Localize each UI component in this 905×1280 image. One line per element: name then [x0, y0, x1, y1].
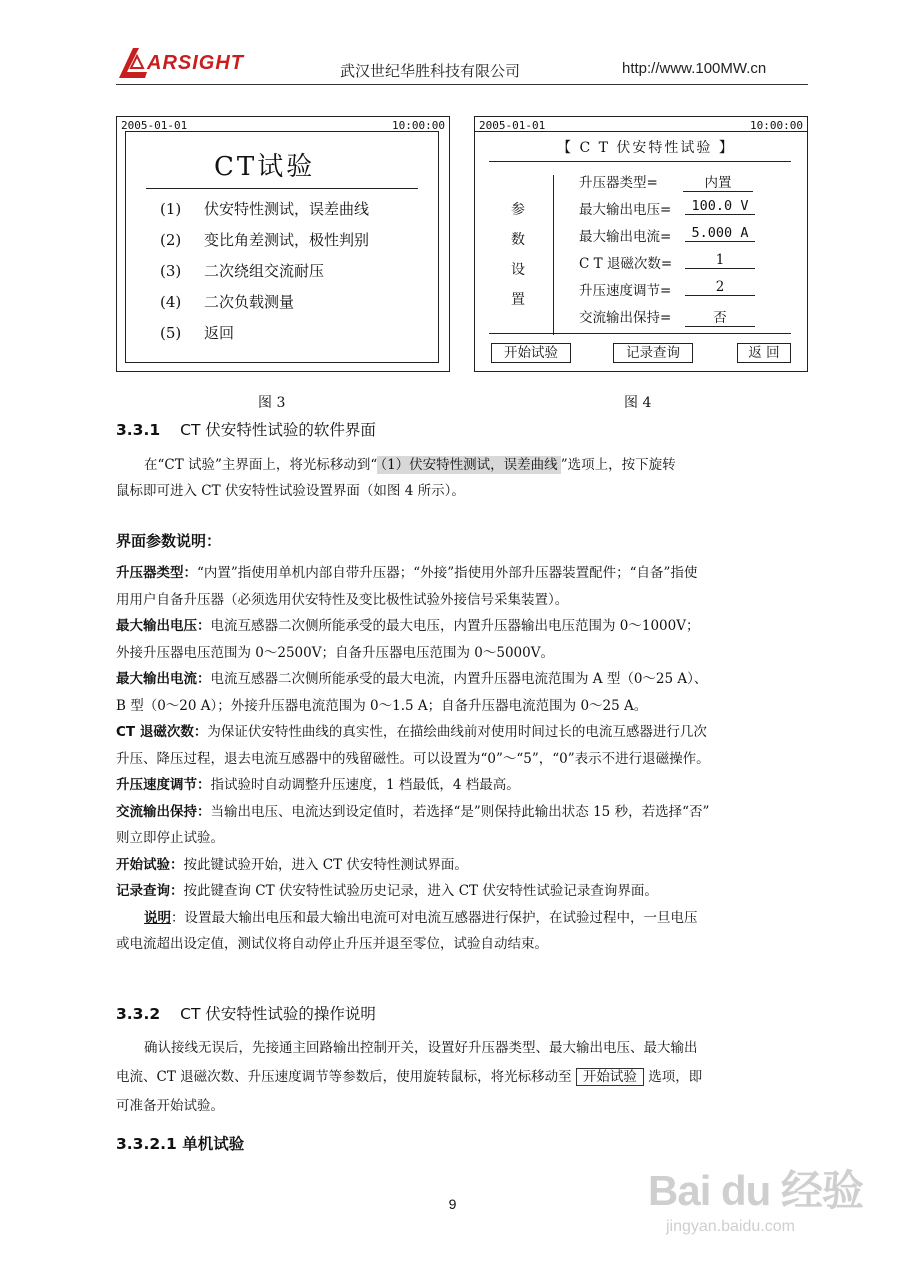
watermark-sub: jingyan.baidu.com — [666, 1218, 795, 1235]
logo-mark-icon — [117, 46, 151, 80]
figure4-side-label: 参 数 设 置 — [511, 202, 525, 308]
param-value-ac-hold[interactable]: 否 — [685, 306, 755, 327]
figure3-title: CT试验 — [214, 152, 316, 182]
param-label-boost-speed: 升压速度调节= — [579, 283, 672, 299]
figure4-title: 【 C T 伏安特性试验 】 — [557, 140, 735, 156]
logo-text: ARSIGHT — [147, 52, 244, 74]
param-desc-item: 最大输出电流：电流互感器二次侧所能承受的最大电流，内置升压器电流范围为 A 型（0～25 A）、 — [116, 671, 708, 687]
section-332-heading: 3.3.2 CT 伏安特性试验的操作说明 — [116, 1005, 376, 1023]
figure4-time: 10:00:00 — [750, 119, 803, 132]
param-value-demag-count[interactable]: 1 — [685, 252, 755, 269]
figure3-title-rule — [146, 188, 418, 189]
watermark-main: Bai du 经验 — [648, 1167, 864, 1214]
figure3-menu-item[interactable]: (1) 伏安特性测试，误差曲线 — [160, 200, 370, 218]
figure3-menu-item[interactable]: (5) 返回 — [160, 324, 235, 342]
back-button[interactable]: 返 回 — [737, 343, 791, 363]
figure4-top-rule — [475, 131, 807, 132]
param-value-booster-type[interactable]: 内置 — [683, 171, 753, 192]
note: 说明：设置最大输出电压和最大输出电流可对电流互感器进行保护，在试验过程中，一旦电压 — [144, 909, 698, 926]
params-heading: 界面参数说明： — [116, 532, 222, 550]
figure3-menu-item[interactable]: (4) 二次负载测量 — [160, 293, 295, 311]
header-rule — [116, 84, 808, 85]
param-value-max-current[interactable]: 5.000 A — [685, 225, 755, 242]
highlighted-menu-option: （1）伏安特性测试，误差曲线 — [377, 456, 560, 474]
param-label-demag-count: C T 退磁次数= — [579, 256, 673, 272]
section-3321-heading: 3.3.2.1 单机试验 — [116, 1135, 245, 1153]
figure3-date: 2005-01-01 — [121, 119, 188, 132]
section-331-intro: 在“CT 试验”主界面上，将光标移动到“ （1）伏安特性测试，误差曲线 ”选项上，按下旋转 鼠标即可进入 CT 伏安特性试验设置界面（如图 4 所示）。 — [116, 457, 676, 499]
figure4-caption: 图 4 — [624, 395, 652, 411]
param-label-ac-hold: 交流输出保持= — [579, 310, 672, 326]
param-label-booster-type: 升压器类型= — [579, 175, 658, 191]
figure3-panel — [125, 131, 439, 363]
param-label-max-current: 最大输出电流= — [579, 229, 672, 245]
param-label-max-voltage: 最大输出电压= — [579, 202, 672, 218]
section-331-heading: 3.3.1 CT 伏安特性试验的软件界面 — [116, 421, 376, 439]
figure3-menu-item[interactable]: (2) 变比角差测试，极性判别 — [160, 231, 370, 249]
records-query-button[interactable]: 记录查询 — [613, 343, 693, 363]
param-value-max-voltage[interactable]: 100.0 V — [685, 198, 755, 215]
figure3-time: 10:00:00 — [392, 119, 445, 132]
param-desc-item: CT 退磁次数：为保证伏安特性曲线的真实性，在描绘曲线前对使用时间过长的电流互感器进行几次 — [116, 724, 707, 740]
start-test-button[interactable]: 开始试验 — [491, 343, 571, 363]
figure4-side-divider — [553, 175, 554, 335]
figure3-screen — [116, 116, 450, 372]
figure4-date: 2005-01-01 — [479, 119, 546, 132]
figure3-menu-item[interactable]: (3) 二次绕组交流耐压 — [160, 262, 325, 280]
param-desc-item: 开始试验：按此键试验开始，进入 CT 伏安特性测试界面。 — [116, 856, 468, 873]
param-desc-item: 最大输出电压：电流互感器二次侧所能承受的最大电压，内置升压器输出电压范围为 0～1000V； — [116, 618, 700, 634]
section-332-body: 确认接线无误后，先接通主回路输出控制开关，设置好升压器类型、最大输出电压、最大输出 电流、CT 退磁次数、升压速度调节等参数后，使用旋转鼠标，将光标移动至 开始试验 选项，即 可准备开始试验。 — [116, 1040, 703, 1114]
param-desc-item: 记录查询：按此键查询 CT 伏安特性试验历史记录，进入 CT 伏安特性试验记录查询界面。 — [116, 883, 658, 899]
watermark — [648, 1158, 863, 1236]
figure4-bottom-rule — [489, 333, 791, 334]
figure3-caption: 图 3 — [258, 395, 286, 411]
param-value-boost-speed[interactable]: 2 — [685, 279, 755, 296]
param-desc-item: 升压速度调节：指试验时自动调整升压速度，1 档最低，4 档最高。 — [116, 777, 520, 793]
params-list: 升压器类型：“内置”指使用单机内部自带升压器；“外接”指使用外部升压器装置配件；“自备”指使 用用户自备升压器（必须选用伏安特性及变比极性试验外接信号采集装置）。 最大输出电压：电流互感器二次侧所能承受的最大电压，内置升压器输出电压范围为 0～1000V； 外接升压器电压范围为 0～2500V；自备升压器电压范围为 0～5000V。 最大输出电流：电流互感器二次侧所能承受的最大电流，内置升压器电流范围为 A 型（0～25 A）、 B 型（0～20 A）；外接升压器电流范围为 0～1.5 A；自备升压器电流范围为 0～25 A。 CT 退磁次数：为保证伏安特性曲线的真实性，在描绘曲线前对使用时间过长的电流互感器进行几次 升压、降压过程，退去电流互感器中的残留磁性。可以设置为“0”～“5”，“0”表示不进行退磁操作。 升压速度调节：指试验时自动调整升压速度，1 档最低，4 档最高。 交流输出保持：当输出电压、电流达到设定值时，若选择“是”则保持此输出状态 15 秒，若选择“否” 则立即停止试验。 开始试验：按此键试验开始，进入 CT 伏安特性测试界面。 记录查询：按此键查询 CT 伏安特性试验历史记录，进入 CT 伏安特性试验记录查询界面。 说明：设置最大输出电压和最大输出电流可对电流互感器进行保护，在试验过程中，一旦电压 或电流超出设定值，测试仪将自动停止升压并退至零位，试验自动结束。 — [116, 560, 806, 958]
company-logo — [117, 46, 247, 80]
page-number: 9 — [448, 1196, 457, 1212]
param-desc-item: 交流输出保持：当输出电压、电流达到设定值时，若选择“是”则保持此输出状态 15 秒，若选择“否” — [116, 803, 710, 820]
header-company: 武汉世纪华胜科技有限公司 — [340, 62, 521, 80]
header-url: http://www.100MW.cn — [622, 60, 767, 77]
start-test-reference: 开始试验 — [576, 1068, 644, 1086]
figure4-screen — [474, 116, 808, 372]
figure4-title-rule — [489, 161, 791, 162]
param-desc-item: 升压器类型：“内置”指使用单机内部自带升压器；“外接”指使用外部升压器装置配件；“自备”指使 — [116, 565, 698, 581]
